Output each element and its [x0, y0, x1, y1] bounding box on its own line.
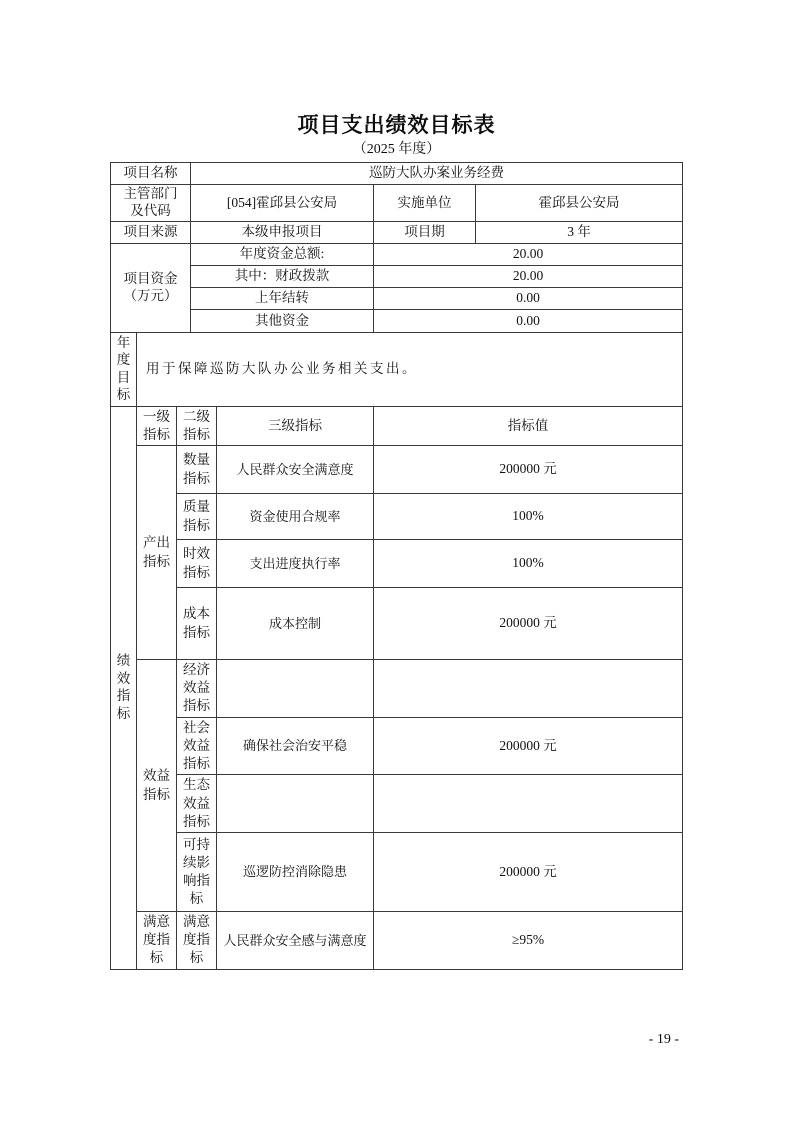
row-output-cost — [111, 588, 683, 660]
output-quantity-level3: 人民群众安全满意度 — [217, 446, 374, 494]
satisfaction-level3: 人民群众安全感与满意度 — [217, 912, 374, 970]
output-group-label: 产出指标 — [137, 446, 177, 660]
row-benefit-sustainable — [111, 833, 683, 912]
performance-label: 绩效指标 — [111, 406, 137, 969]
page-title: 项目支出绩效目标表 — [297, 114, 496, 137]
row-source — [111, 221, 683, 243]
satisfaction-value: ≥95% — [374, 912, 683, 970]
row-funds-fiscal — [111, 265, 683, 287]
row-project-name — [111, 163, 683, 185]
department-label-line1: 主管部门 — [123, 186, 178, 201]
funds-label — [111, 243, 191, 332]
row-benefit-economic — [111, 660, 683, 718]
row-benefit-ecological — [111, 775, 683, 833]
benefit-economic-value — [374, 660, 683, 718]
funds-other-value: 0.00 — [374, 309, 683, 332]
header-level3: 三级指标 — [217, 406, 374, 445]
output-timeliness-value: 100% — [374, 540, 683, 588]
row-funds-carryover — [111, 287, 683, 309]
department-value: [054]霍邱县公安局 — [191, 185, 374, 222]
row-department — [111, 185, 683, 222]
header-level2: 二级指标 — [177, 406, 217, 445]
page-subtitle: （2025 年度） — [352, 142, 441, 157]
row-output-quantity — [111, 446, 683, 494]
annual-goal-label: 年度目标 — [111, 332, 137, 406]
funds-total-name: 年度资金总额: — [191, 243, 374, 265]
implement-unit-label: 实施单位 — [374, 185, 476, 222]
row-annual-goal — [111, 332, 683, 406]
funds-other-name: 其他资金 — [191, 309, 374, 332]
period-label: 项目期 — [374, 221, 476, 243]
annual-goal-content: 用于保障巡防大队办公业务相关支出。 — [137, 332, 683, 406]
benefit-group-label: 效益指标 — [137, 660, 177, 912]
benefit-sustainable-level3: 巡逻防控消除隐患 — [217, 833, 374, 912]
funds-label-line2: （万元） — [123, 287, 178, 303]
funds-total-value: 20.00 — [374, 243, 683, 265]
output-quantity-level2: 数量指标 — [177, 446, 217, 494]
funds-carryover-name: 上年结转 — [191, 287, 374, 309]
header-level1: 一级指标 — [137, 406, 177, 445]
output-cost-level3: 成本控制 — [217, 588, 374, 660]
satisfaction-group-label: 满意度指标 — [137, 912, 177, 970]
department-label — [111, 185, 191, 222]
row-funds-total — [111, 243, 683, 265]
satisfaction-level2: 满意度指标 — [177, 912, 217, 970]
page-number: - 19 - — [648, 1032, 679, 1047]
benefit-economic-level3 — [217, 660, 374, 718]
source-value: 本级申报项目 — [191, 221, 374, 243]
output-timeliness-level3: 支出进度执行率 — [217, 540, 374, 588]
row-output-timeliness — [111, 540, 683, 588]
output-quality-value: 100% — [374, 494, 683, 540]
source-label: 项目来源 — [111, 221, 191, 243]
row-benefit-social — [111, 717, 683, 775]
benefit-ecological-value — [374, 775, 683, 833]
project-name-label: 项目名称 — [111, 163, 191, 185]
funds-fiscal-name: 其中：财政拨款 — [191, 265, 374, 287]
benefit-economic-level2: 经济效益指标 — [177, 660, 217, 718]
benefit-social-level2: 社会效益指标 — [177, 717, 217, 775]
row-funds-other — [111, 309, 683, 332]
funds-fiscal-value: 20.00 — [374, 265, 683, 287]
period-value: 3 年 — [476, 221, 683, 243]
benefit-social-level3: 确保社会治安平稳 — [217, 717, 374, 775]
benefit-social-value: 200000 元 — [374, 717, 683, 775]
project-name-value: 巡防大队办案业务经费 — [191, 163, 683, 185]
benefit-sustainable-value: 200000 元 — [374, 833, 683, 912]
department-label-line2: 及代码 — [130, 202, 171, 218]
funds-label-line1: 项目资金 — [123, 270, 178, 286]
implement-unit-value: 霍邱县公安局 — [476, 185, 683, 222]
header-value: 指标值 — [374, 406, 683, 445]
output-quality-level2: 质量指标 — [177, 494, 217, 540]
output-timeliness-level2: 时效指标 — [177, 540, 217, 588]
row-output-quality — [111, 494, 683, 540]
benefit-sustainable-level2: 可持续影响指标 — [177, 833, 217, 912]
row-indicator-header — [111, 406, 683, 445]
output-cost-level2: 成本指标 — [177, 588, 217, 660]
benefit-ecological-level3 — [217, 775, 374, 833]
output-quantity-value: 200000 元 — [374, 446, 683, 494]
output-cost-value: 200000 元 — [374, 588, 683, 660]
funds-carryover-value: 0.00 — [374, 287, 683, 309]
row-satisfaction — [111, 912, 683, 970]
output-quality-level3: 资金使用合规率 — [217, 494, 374, 540]
benefit-ecological-level2: 生态效益指标 — [177, 775, 217, 833]
performance-target-table — [110, 162, 683, 970]
